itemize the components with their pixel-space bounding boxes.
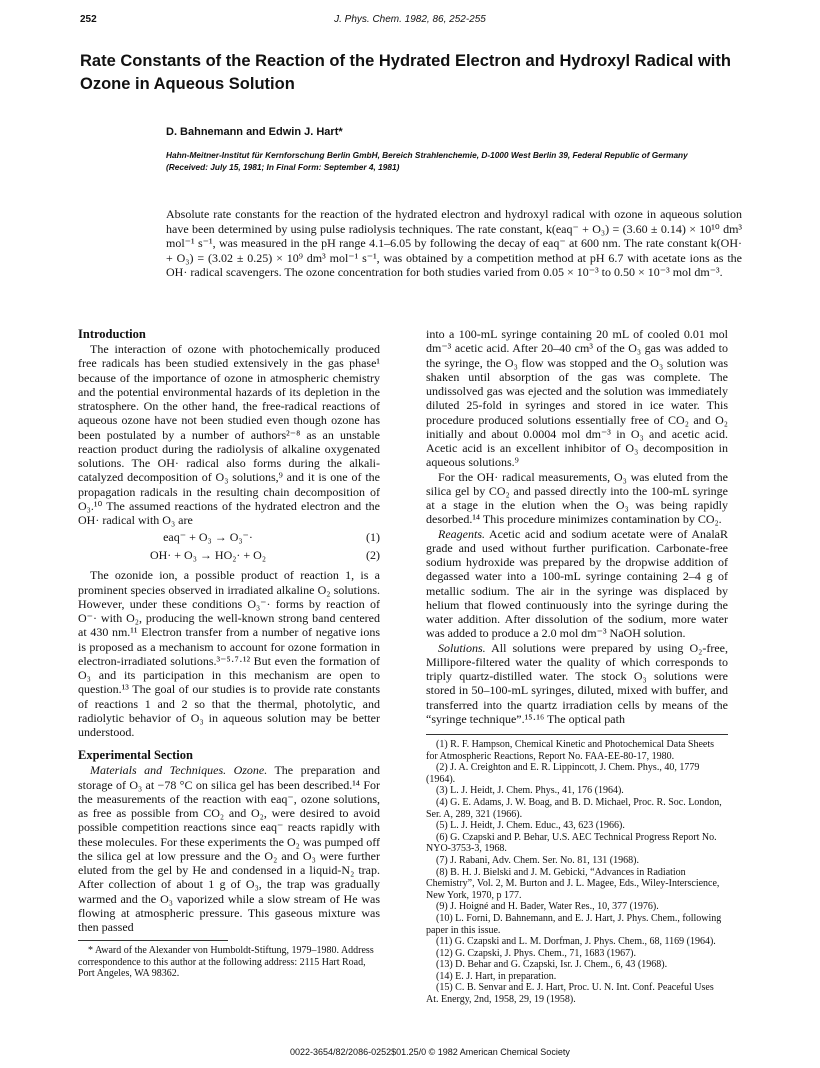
footnote-divider xyxy=(78,940,228,941)
right-column xyxy=(426,327,728,1006)
experimental-paragraph-1 xyxy=(78,763,380,934)
page-number: 252 xyxy=(80,14,97,25)
reference-item: (12) G. Czapski, J. Phys. Chem., 71, 1683 (1967). xyxy=(436,947,636,959)
author-footnote xyxy=(78,945,380,980)
intro-paragraph-2: The ozonide ion, a possible product of reaction 1, is a prominent species observed in irradiated alkaline O₂ solutions. However, under these conditions O₃⁻· forms by reaction of O⁻· with O₂, producing the well-known strong band centered at 430 nm.¹¹ Electron transfer from a number of negative ions is proposed as a mechanism to account for ozone formation in electron-irradiated solutions.³⁻⁵·⁷·¹² But even the formation of O₃ and its participation in this mechanism are open to question.¹³ The goal of our studies is to provide rate constants of reactions 1 and 2 so that the thermal, photolytic, and radiolytic behavior of O₃ in aqueous solution may be better understood. xyxy=(78,568,380,739)
intro-paragraph-1: The interaction of ozone with photochemically produced free radicals has been studied extensively in the gas phase¹ because of the importance of ozone in atmospheric chemistry and the potential environmental hazards of its depletion in the stratosphere. On the other hand, the free-radical reactions of aqueous ozone have not been studied even though ozone has been postulated by a number of authors²⁻⁸ as an unstable reaction product during the radiolysis of alkaline oxygenated solutions. The OH· radical also forms during the alkali-catalyzed decomposition of O₃ solutions,⁹ and it is one of the propagation radicals in the resulting chain decomposition of O₃.¹⁰ The assumed reactions of the hydrated electron and the OH· radical with O₃ are xyxy=(78,342,380,527)
right-paragraph-3-text: Acetic acid and sodium acetate were of AnalaR grade and used without further purification. Carbonate-free sodium hydroxide was prepared by the dropwise addition of degassed water into a 100-mL syringe containing 2–4 g of metallic sodium. The air in the syringe was displaced by helium that flowed continuously into the syringe during the water addition. After dissolution of the sodium, more water was added to produce a 2.0 mol dm⁻³ NaOH solution. xyxy=(426,526,728,641)
affiliation-block xyxy=(166,149,756,173)
equation-2 xyxy=(78,548,380,566)
equation-1-number: (1) xyxy=(366,530,380,545)
subsection-lead-solutions: Solutions. xyxy=(438,640,486,655)
reference-item: (9) J. Hoigné and H. Bader, Water Res., 10, 377 (1976). xyxy=(436,901,659,913)
reference-item: (8) B. H. J. Bielski and J. M. Gebicki, “Advances in Radiation Chemistry”, Vol. 2, M. Burton and J. L. Magee, Eds., Wiley-Interscience, New York, 1970, p 177. xyxy=(426,866,720,901)
equation-2-text: OH· + O₃ → HO₂· + O₂ xyxy=(149,548,267,563)
experimental-heading: Experimental Section xyxy=(78,748,193,763)
reference-item: (15) C. B. Senvar and E. J. Hart, Proc. U. N. Int. Conf. Peaceful Uses At. Energy, 2nd, 1958, 29, 19 (1958). xyxy=(426,982,714,1006)
copyright-footer: 0022-3654/82/2086-0252$01.25/0 © 1982 American Chemical Society xyxy=(290,1047,570,1057)
right-paragraph-4-text: All solutions were prepared by using O₂-free, Millipore-filtered water the quality of which corresponds to triply quartz-distilled water. The stock O₃ solutions were stored in 50–100-mL syringes, diluted, mixed with buffer, and transferred into the quartz irradiation cells by means of the “syringe technique”.¹⁵·¹⁶ The optical path xyxy=(426,640,728,726)
abstract: Absolute rate constants for the reaction of the hydrated electron and hydroxyl radical with ozone in aqueous solution have been determined by using pulse radiolysis techniques. The rate constant, k(eaq⁻ + O₃) = (3.60 ± 0.14) × 10¹⁰ dm³ mol⁻¹ s⁻¹, was measured in the pH range 4.1–6.05 by following the decay of eaq⁻ at 600 nm. The rate constant k(OH· + O₃) = (3.02 ± 0.25) × 10⁹ dm³ mol⁻¹ s⁻¹, was obtained by a competition method at pH 6.7 with acetate ions as the OH· radical scavengers. The ozone concentration for both studies varied from 0.05 × 10⁻³ to 0.50 × 10⁻³ mol dm⁻³. xyxy=(166,207,742,280)
equation-1-text: eaq⁻ + O₃ → O₃⁻· xyxy=(163,530,253,545)
reference-item: (14) E. J. Hart, in preparation. xyxy=(436,970,557,982)
article-title: Rate Constants of the Reaction of the Hydrated Electron and Hydroxyl Radical with Ozone in Aqueous Solution xyxy=(80,52,731,93)
received-dates: (Received: July 15, 1981; In Final Form: September 4, 1981) xyxy=(166,162,400,172)
reference-list xyxy=(426,739,728,1006)
experimental-paragraph-1-text: The preparation and storage of O₃ at −78 °C on silica gel has been described.¹⁴ For the measurements of the reaction with eaq⁻, ozone solutions, as free as possible from CO₂ and O₂, were desired to avoid possible competition reactions since eaq⁻ reacts rapidly with these molecules. For these experiments the O₂ was pumped off the silica gel at low pressure and the O₂ and O₃ were further eluted from the gel by He and condensed in a liquid-N₂ trap. After collection of about 1 g of O₃, the trap was gradually warmed and the O₃ vaporized while a slow stream of He was flowing at atmospheric pressure. This gaseous mixture was then passed xyxy=(78,763,380,934)
equation-2-number: (2) xyxy=(366,548,380,563)
right-paragraph-4 xyxy=(426,641,728,727)
journal-citation: J. Phys. Chem. 1982, 86, 252-255 xyxy=(334,14,486,25)
right-paragraph-2: For the OH· radical measurements, O₃ was eluted from the silica gel by CO₂ and passed directly into the 100-mL syringe at a stage in the elution when the O₃ was being rapidly desorbed.¹⁴ This procedure minimizes contamination by CO₂. xyxy=(426,469,728,527)
authors: D. Bahnemann and Edwin J. Hart* xyxy=(166,126,343,138)
reference-item: (2) J. A. Creighton and E. R. Lippincott, J. Chem. Phys., 40, 1779 (1964). xyxy=(426,762,700,785)
author-footnote-text: * Award of the Alexander von Humboldt-Stiftung, 1979–1980. Address correspondence to this author at the following address: 2115 Hart Road, Port Angeles, WA 98362. xyxy=(78,945,374,980)
reference-item: (6) G. Czapski and P. Behar, U.S. AEC Technical Progress Report No. NYO-3753-3, 1968. xyxy=(426,831,717,855)
reference-item: (11) G. Czapski and L. M. Dorfman, J. Phys. Chem., 68, 1169 (1964). xyxy=(436,936,716,948)
equation-1 xyxy=(78,530,380,548)
reference-item: (4) G. E. Adams, J. W. Boag, and B. D. Michael, Proc. R. Soc. London, Ser. A, 289, 321 (1966). xyxy=(426,796,722,820)
reference-item: (1) R. F. Hampson, Chemical Kinetic and Photochemical Data Sheets for Atmospheric Reactions, Report No. FAA-EE-80-17, 1980. xyxy=(426,739,715,762)
right-paragraph-1: into a 100-mL syringe containing 20 mL of cooled 0.01 mol dm⁻³ acetic acid. After 20–40 cm³ of the O₃ gas was added to the syringe, the O₃ flow was stopped and the O₃ solution was shaken until absorption of the gas was complete. The undissolved gas was ejected and the solution was immediately diluted 25-fold in syringes and stored in ice water. This procedure produced solutions essentially free of CO₂ and O₂ initially and about 0.0004 mol dm⁻³ in O₃ and acetic acid. Acetic acid is an excellent inhibitor of O₃ decomposition in aqueous solutions.⁹ xyxy=(426,327,728,470)
reference-item: (7) J. Rabani, Adv. Chem. Ser. No. 81, 131 (1968). xyxy=(436,854,639,866)
introduction-heading: Introduction xyxy=(78,327,146,341)
reference-item: (10) L. Forni, D. Bahnemann, and E. J. Hart, J. Phys. Chem., following paper in this issue. xyxy=(426,912,722,936)
reference-item: (3) L. J. Heidt, J. Chem. Phys., 41, 176 (1964). xyxy=(436,785,624,797)
affiliation: Hahn-Meitner-Institut für Kernforschung Berlin GmbH, Bereich Strahlenchemie, D-1000 West Berlin 39, Federal Republic of Germany xyxy=(166,150,688,160)
reference-item: (5) L. J. Heidt, J. Chem. Educ., 43, 623 (1966). xyxy=(436,820,625,832)
reference-item: (13) D. Behar and G. Czapski, Isr. J. Chem., 6, 43 (1968). xyxy=(436,959,668,971)
subsection-lead-ozone: Materials and Techniques. Ozone. xyxy=(90,763,268,778)
left-column xyxy=(78,327,380,980)
right-paragraph-3 xyxy=(426,527,728,641)
subsection-lead-reagents: Reagents. xyxy=(438,526,485,541)
references-divider xyxy=(426,734,728,735)
